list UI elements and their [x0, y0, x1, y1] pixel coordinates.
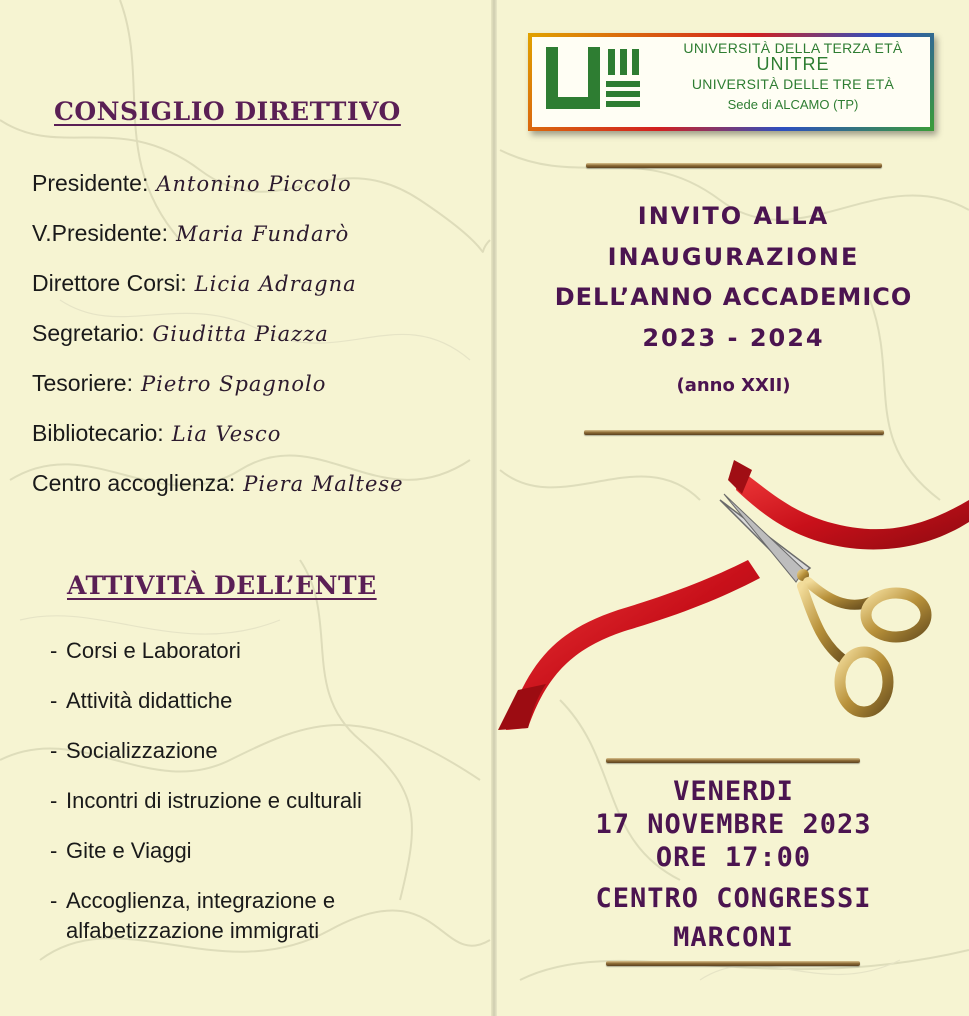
fold-line — [491, 0, 497, 1016]
invite-sub: (anno XXII) — [676, 375, 791, 396]
divider-rule — [606, 961, 860, 966]
bullet-dash: - — [50, 888, 58, 913]
event-date: 17 NOVEMBRE 2023 — [595, 809, 872, 840]
right-panel — [498, 0, 969, 1016]
event-time: ORE 17:00 — [655, 842, 812, 873]
board-role: Bibliotecario: — [32, 420, 164, 446]
activity-item — [50, 636, 241, 666]
event-venue-line2: MARCONI — [673, 922, 794, 953]
board-role: V.Presidente: — [32, 220, 168, 246]
board-member-name: Pietro Spagnolo — [140, 372, 327, 396]
board-row — [32, 420, 281, 447]
board-role: Tesoriere: — [32, 370, 133, 396]
activity-item — [50, 836, 192, 866]
ribbon-right — [736, 468, 969, 549]
board-member-name: Licia Adragna — [194, 272, 357, 296]
invite-line3: DELL’ANNO ACCADEMICO — [554, 283, 913, 311]
invite-line2: INAUGURAZIONE — [607, 243, 860, 271]
activity-text: Gite e Viaggi — [66, 838, 192, 863]
activity-text: Corsi e Laboratori — [66, 638, 241, 663]
bullet-dash: - — [50, 688, 58, 713]
divider-rule — [586, 163, 882, 168]
board-title: CONSIGLIO DIRETTIVO — [54, 97, 401, 126]
board-row — [32, 370, 326, 397]
activity-item — [50, 886, 335, 916]
invite-years: 2023 - 2024 — [642, 324, 825, 352]
logo-line4: Sede di ALCAMO (TP) — [727, 97, 859, 112]
activity-item — [50, 686, 232, 716]
bullet-dash: - — [50, 788, 58, 813]
activity-text: Incontri di istruzione e culturali — [66, 788, 362, 813]
activities-title: ATTIVITÀ DELL’ENTE — [67, 571, 377, 600]
board-row — [32, 470, 404, 497]
event-venue-line1: CENTRO CONGRESSI — [595, 883, 872, 914]
board-role: Direttore Corsi: — [32, 270, 187, 296]
logo-line1: UNIVERSITÀ DELLA TERZA ETÀ — [683, 40, 903, 56]
board-row — [32, 320, 329, 347]
activity-text: alfabetizzazione immigrati — [66, 918, 320, 943]
activity-item — [50, 736, 218, 766]
activity-item — [50, 916, 319, 946]
ribbon-scissors-illustration — [498, 460, 969, 740]
unitre-logo-mark-icon — [542, 45, 642, 113]
unitre-logo — [528, 33, 934, 131]
bullet-dash: - — [50, 738, 58, 763]
bullet-dash: - — [50, 638, 58, 663]
activity-item — [50, 786, 362, 816]
ribbon-left — [506, 560, 760, 730]
event-day: VENERDI — [673, 776, 794, 807]
activity-text: Socializzazione — [66, 738, 218, 763]
bullet-dash: - — [50, 838, 58, 863]
divider-rule — [584, 430, 884, 435]
scissors-handle — [840, 652, 888, 712]
invite-line1: INVITO ALLA — [637, 202, 830, 230]
board-role: Centro accoglienza: — [32, 470, 236, 496]
board-member-name: Giuditta Piazza — [152, 322, 329, 346]
board-role: Presidente: — [32, 170, 149, 196]
board-row — [32, 220, 349, 247]
logo-line2: UNITRE — [756, 54, 830, 74]
board-member-name: Maria Fundarò — [175, 222, 350, 246]
logo-line3: UNIVERSITÀ DELLE TRE ETÀ — [691, 76, 895, 92]
activity-text: Attività didattiche — [66, 688, 233, 713]
activity-text: Accoglienza, integrazione e — [66, 888, 336, 913]
scissors-handle — [866, 593, 926, 637]
board-role: Segretario: — [32, 320, 145, 346]
board-row — [32, 170, 352, 197]
divider-rule — [606, 758, 860, 763]
board-member-name: Lia Vesco — [171, 422, 282, 446]
board-member-name: Antonino Piccolo — [156, 172, 352, 196]
board-member-name: Piera Maltese — [243, 472, 404, 496]
board-row — [32, 270, 357, 297]
